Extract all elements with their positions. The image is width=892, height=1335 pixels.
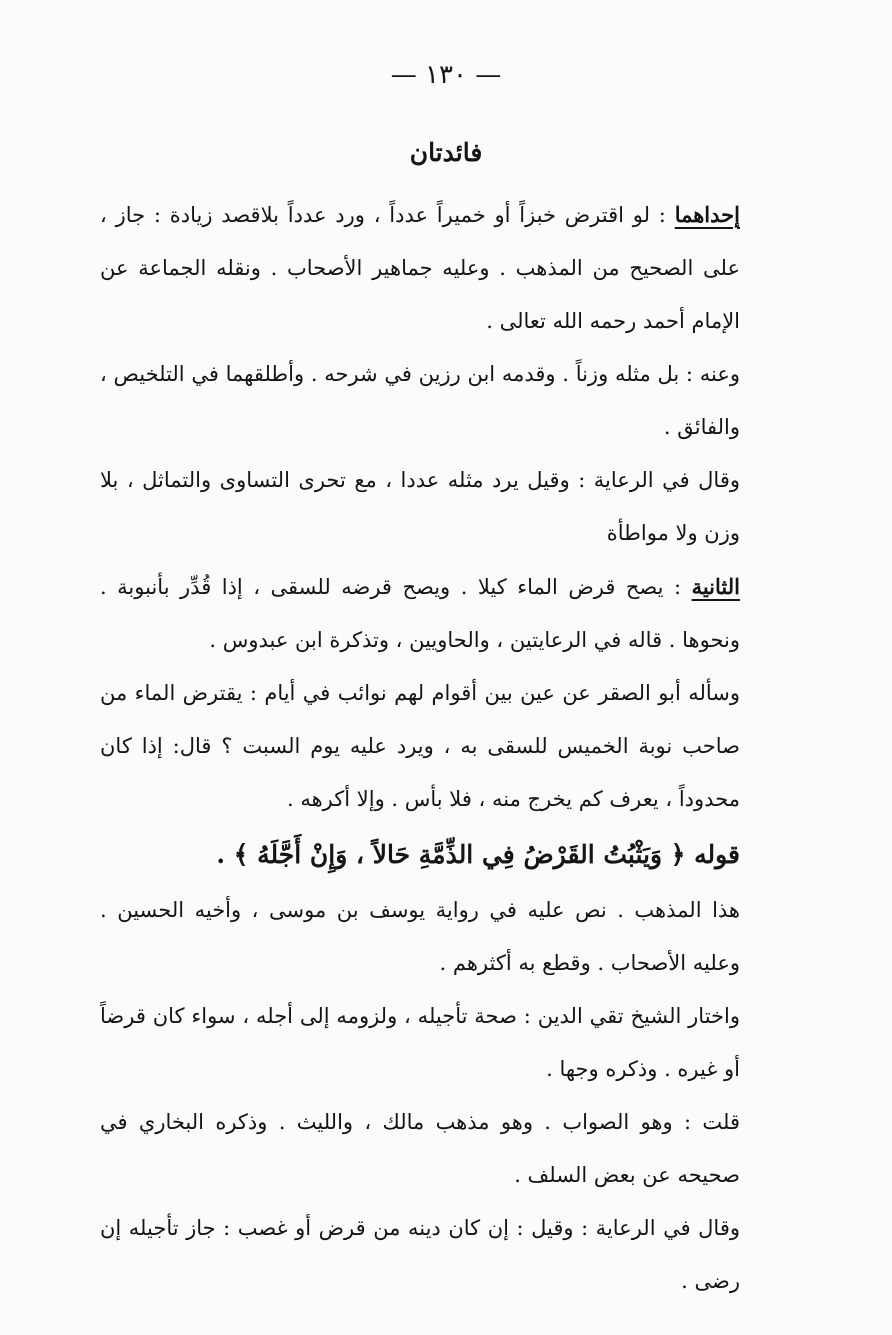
section-title: فائدتان xyxy=(409,138,483,167)
paragraph-text: واختار الشيخ تقي الدين : صحة تأجيله ، ولزومه إلى أجله ، سواء كان قرضاً أو غيره . وذكره وجها . xyxy=(100,1004,740,1081)
paragraph-text: وقال في الرعاية : وقيل يرد مثله عددا ، مع تحرى التساوى والتماثل ، بلا وزن ولا مواطأة xyxy=(100,468,740,545)
paragraph-text: قلت : وهو الصواب . وهو مذهب مالك ، والليث . وذكره البخاري في صحيحه عن بعض السلف . xyxy=(100,1110,740,1187)
paragraph-text: : يصح قرض الماء كيلا . ويصح قرضه للسقى ، إذا قُدِّر بأنبوبة . ونحوها . قاله في الرعايتين ، والحاويين ، وتذكرة ابن عبدوس . xyxy=(100,575,740,652)
paragraph-lead: الثانية xyxy=(691,574,740,599)
paragraph xyxy=(100,348,740,454)
paragraph-text: وعنه : بل مثله وزناً . وقدمه ابن رزين في شرحه . وأطلقهما في التلخيص ، والفائق . xyxy=(100,362,740,439)
paragraph-text: وسأله أبو الصقر عن عين بين أقوام لهم نوائب في أيام : يقترض الماء من صاحب نوبة الخميس للسقى به ، ويرد عليه يوم السبت ؟ قال: إذا كان محدوداً ، يعرف كم يخرج منه ، فلا بأس . وإلا أكرهه . xyxy=(100,681,740,811)
body-text xyxy=(100,188,740,1308)
paragraph xyxy=(100,1096,740,1202)
paragraph xyxy=(100,990,740,1096)
paragraph xyxy=(100,560,740,667)
page-number: — ١٣٠ — xyxy=(390,60,502,90)
paragraph xyxy=(100,454,740,560)
paragraph xyxy=(100,884,740,990)
paragraph-lead: إحداهما xyxy=(674,202,740,227)
quran-quote: قوله ﴿ وَيَثْبُتُ القَرْضُ فِي الذِّمَّةِ حَالاً ، وَإِنْ أَجَّلَهُ ﴾ . xyxy=(216,840,740,869)
paragraph xyxy=(100,667,740,826)
paragraph xyxy=(100,1202,740,1308)
paragraph-text: : لو اقترض خبزاً أو خميراً عدداً ، ورد عدداً بلاقصد زيادة : جاز ، على الصحيح من المذهب . وعليه جماهير الأصحاب . ونقله الجماعة عن الإمام أحمد رحمه الله تعالى . xyxy=(100,203,740,333)
paragraph-text: وقال في الرعاية : وقيل : إن كان دينه من قرض أو غصب : جاز تأجيله إن رضى . xyxy=(100,1216,740,1293)
paragraph xyxy=(100,188,740,348)
paragraph-text: هذا المذهب . نص عليه في رواية يوسف بن موسى ، وأخيه الحسين . وعليه الأصحاب . وقطع به أكثرهم . xyxy=(100,898,740,975)
